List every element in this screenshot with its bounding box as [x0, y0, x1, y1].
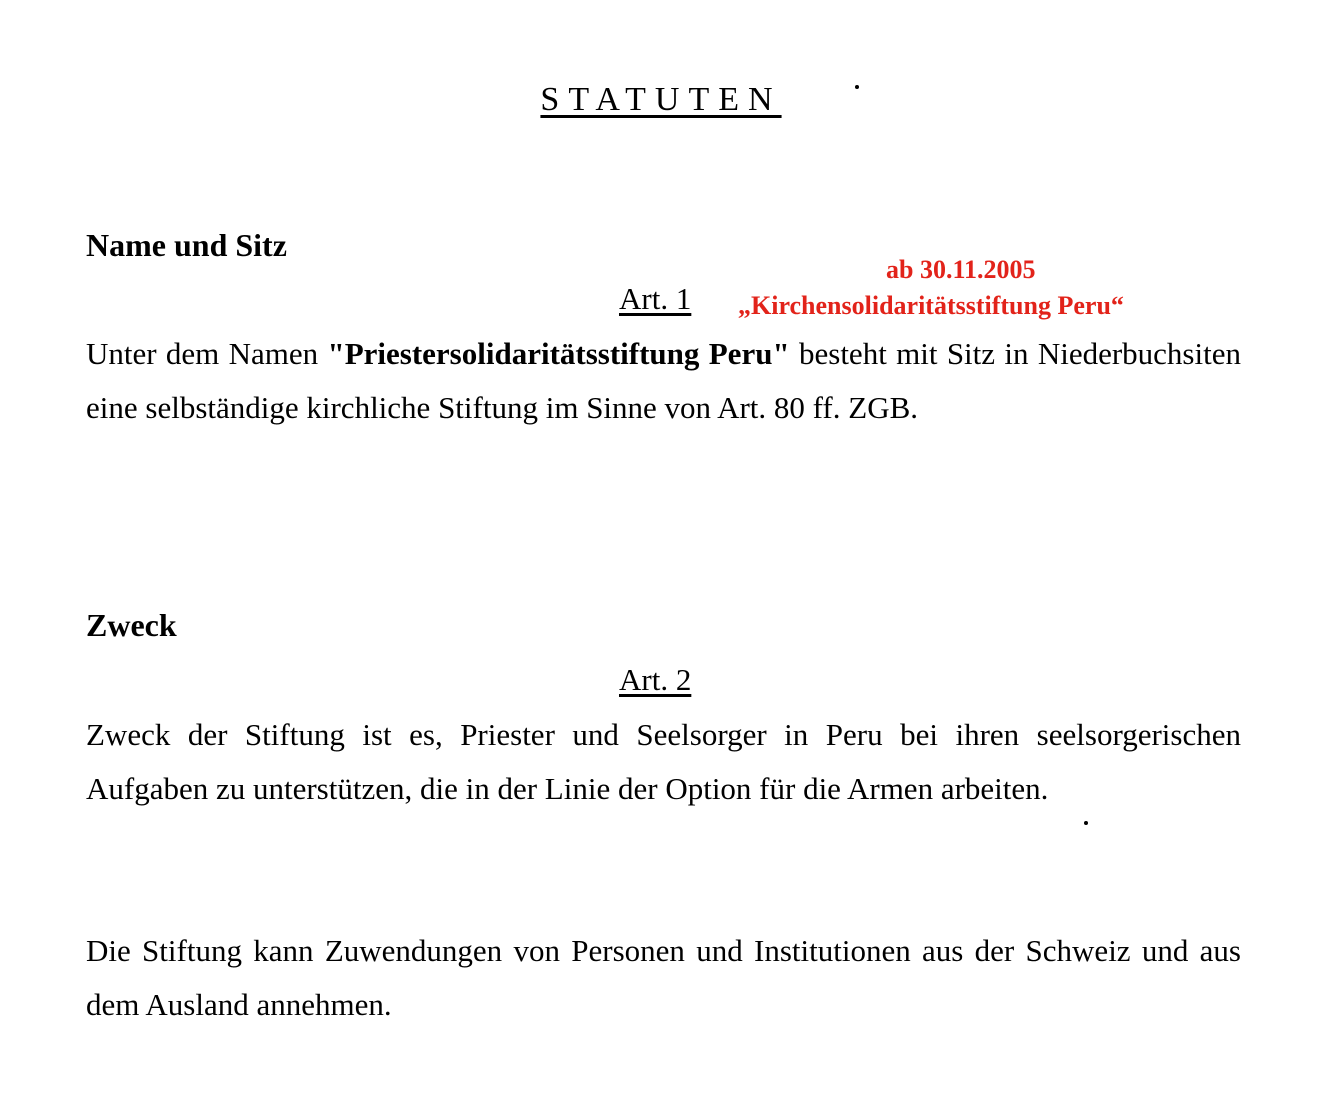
article-1-text-after: besteht mit Sitz in Niederbuchsiten eine selbständige kirchliche Stiftung im Sinne von Art. 80 ff. ZGB.	[86, 336, 1241, 425]
section-heading-name-und-sitz: Name und Sitz	[86, 227, 287, 263]
article-2-paragraph-donations: Die Stiftung kann Zuwendungen von Personen und Institutionen aus der Schweiz und aus dem Ausland annehmen.	[86, 933, 1241, 1022]
article-1-text-before: Unter dem Namen	[86, 336, 328, 371]
annotation-new-name: „Kirchensolidaritätsstiftung Peru“	[738, 291, 1124, 320]
annotation-date: ab 30.11.2005	[886, 255, 1036, 284]
article-2-label: Art. 2	[619, 662, 692, 697]
article-2-paragraph-purpose: Zweck der Stiftung ist es, Priester und Seelsorger in Peru bei ihren seelsorgerischen Aufgaben zu unterstützen, die in der Linie der Option für die Armen arbeiten.	[86, 717, 1241, 806]
article-1-paragraph	[86, 327, 1241, 435]
article-1-label: Art. 1	[619, 281, 692, 316]
document-title: STATUTEN	[540, 81, 782, 118]
section-heading-zweck: Zweck	[86, 607, 177, 643]
foundation-name: "Priestersolidaritätsstiftung Peru"	[327, 336, 790, 371]
scan-speck	[1084, 821, 1088, 825]
scan-speck	[855, 85, 859, 89]
